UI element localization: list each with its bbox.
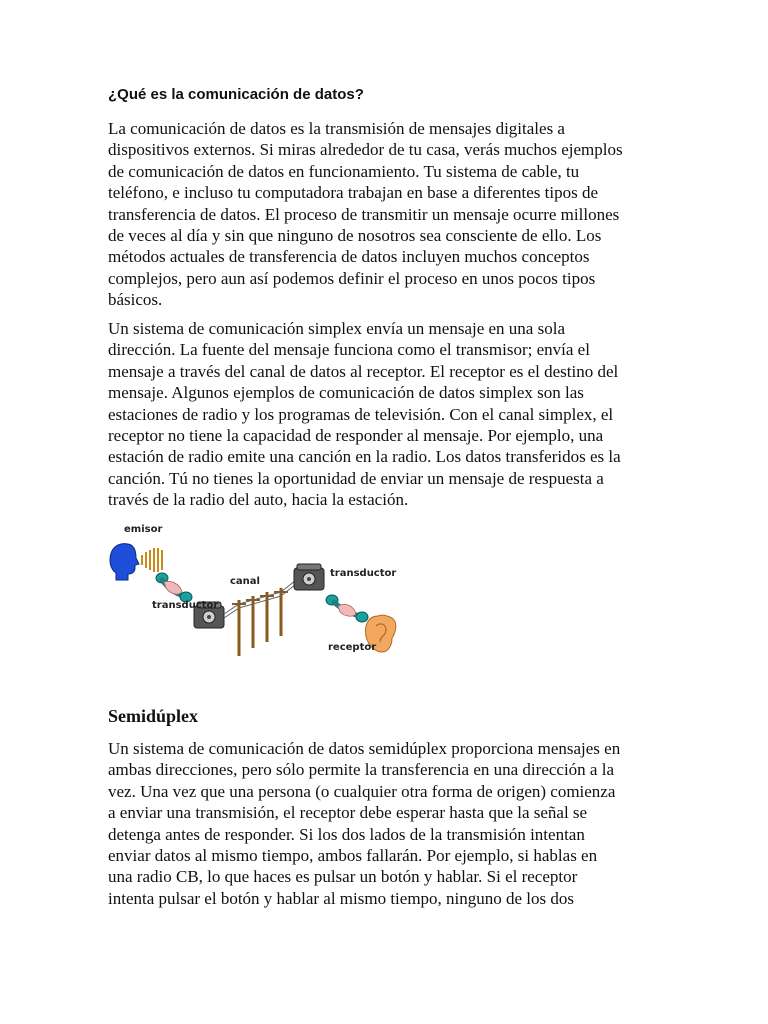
text-line: La comunicación de datos es la transmisión de mensajes digitales a bbox=[108, 119, 565, 138]
text-line: ambas direcciones, pero sólo permite la transferencia en una dirección a la bbox=[108, 760, 614, 780]
text-line: intenta pulsar el botón y hablar al mismo tiempo, ninguno de los dos bbox=[108, 888, 575, 908]
label-receptor: receptor bbox=[328, 642, 377, 653]
emisor-head-icon bbox=[110, 544, 139, 580]
paragraph-semiduplex bbox=[108, 738, 660, 909]
section-heading-semiduplex: Semidúplex bbox=[108, 706, 199, 726]
label-canal: canal bbox=[230, 576, 260, 587]
text-line: métodos actuales de transferencia de datos incluyen muchos conceptos bbox=[108, 247, 590, 267]
label-transductor-right: transductor bbox=[330, 568, 397, 579]
text-line: complejos, pero aun así podemos definir el proceso en unos pocos tipos bbox=[108, 268, 596, 288]
right-telephone-icon bbox=[294, 564, 324, 590]
text-line: a enviar una transmisión, el receptor debe esperar hasta que la señal se bbox=[108, 803, 588, 823]
left-handset-icon bbox=[156, 573, 192, 602]
text-line: través de la radio del auto, hacia la estación. bbox=[108, 490, 409, 510]
text-line: teléfono, e incluso tu computadora trabajan en base a diferentes tipos de bbox=[108, 183, 598, 203]
paragraph-simplex bbox=[108, 318, 660, 511]
text-line: estaciones de radio y los programas de televisión. Con el canal simplex, el bbox=[108, 404, 614, 424]
text-line: canción. Tú no tienes la oportunidad de enviar un mensaje de respuesta a bbox=[108, 468, 604, 488]
text-line: dirección. La fuente del mensaje funciona como el transmisor; envía el bbox=[108, 340, 590, 360]
simplex-diagram-svg bbox=[106, 518, 412, 662]
text-line: básicos. bbox=[108, 290, 163, 310]
text-line: detenga antes de responder. Si los dos lados de la transmisión intentan bbox=[108, 824, 585, 844]
text-line: enviar datos al mismo tiempo, ambos fallarán. Por ejemplo, si hablas en bbox=[108, 846, 598, 866]
text-line: vez. Una vez que una persona (o cualquier otra forma de origen) comienza bbox=[108, 781, 616, 801]
text-line: transferencia de datos. El proceso de transmitir un mensaje ocurre millones bbox=[108, 204, 620, 224]
label-emisor: emisor bbox=[124, 524, 163, 535]
text-line: dispositivos externos. Si miras alrededor de tu casa, verás muchos ejemplos bbox=[108, 140, 623, 160]
text-line: mensaje. Algunos ejemplos de comunicación de datos simplex son las bbox=[108, 383, 584, 403]
text-line: de veces al día y sin que ninguno de nosotros sea consciente de ello. Los bbox=[108, 226, 602, 246]
text-line: receptor no tiene la capacidad de responder al mensaje. Por ejemplo, una bbox=[108, 426, 604, 446]
sound-waves-icon bbox=[142, 548, 162, 572]
text-line: mensaje a través del canal de datos al receptor. El receptor es el destino del bbox=[108, 361, 619, 381]
text-line: Un sistema de comunicación simplex envía un mensaje en una sola bbox=[108, 319, 565, 338]
right-handset-icon bbox=[326, 595, 368, 622]
text-line: de comunicación de datos en funcionamiento. Tu sistema de cable, tu bbox=[108, 161, 580, 181]
paragraph-intro bbox=[108, 118, 660, 311]
text-line: estación de radio emite una canción en la radio. Los datos transferidos es la bbox=[108, 447, 621, 467]
page-heading: ¿Qué es la comunicación de datos? bbox=[108, 86, 364, 103]
text-line: Un sistema de comunicación de datos semidúplex proporciona mensajes en bbox=[108, 739, 621, 758]
simplex-diagram bbox=[106, 518, 412, 662]
text-line: una radio CB, lo que haces es pulsar un botón y hablar. Si el receptor bbox=[108, 867, 578, 887]
label-transductor-left: transductor bbox=[152, 600, 219, 611]
